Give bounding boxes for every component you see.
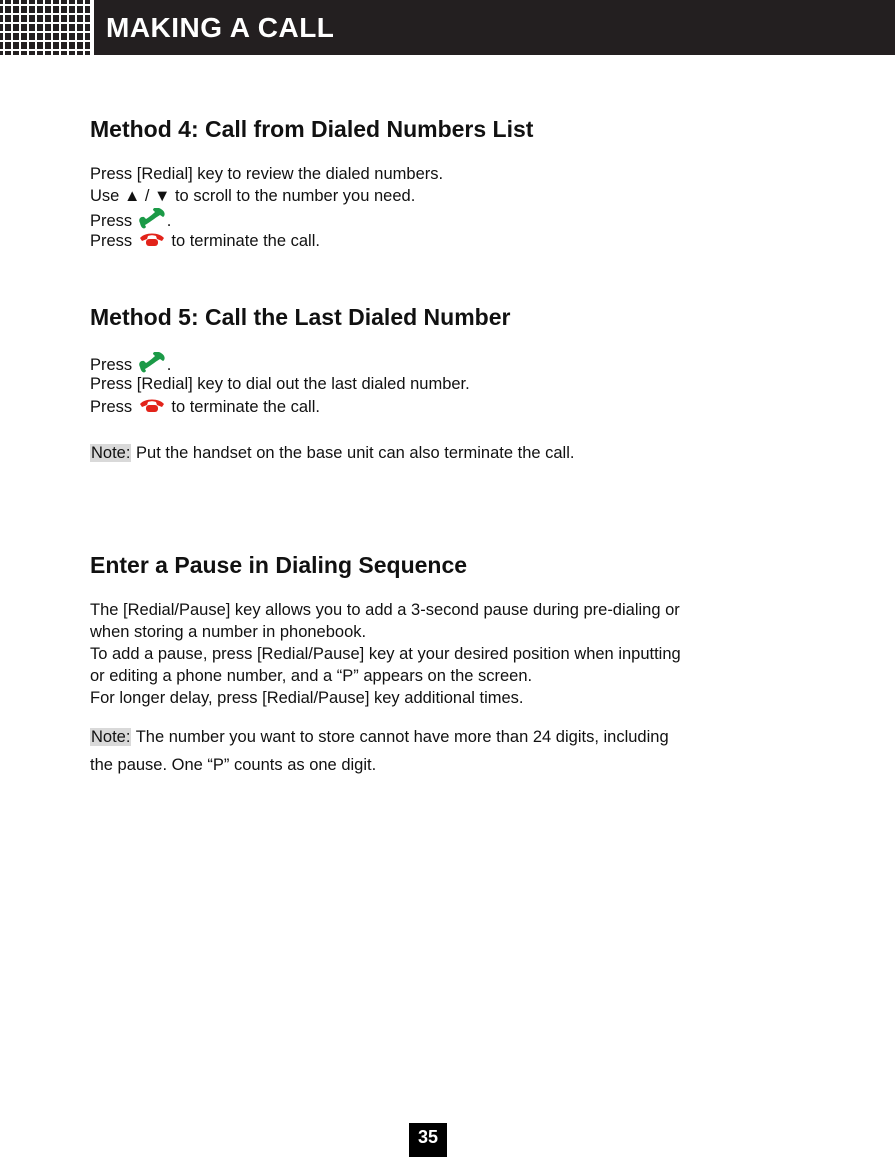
method5-step-2: Press [Redial] key to dial out the last dialed number. (90, 375, 470, 393)
method4-step-3: Press . (90, 208, 171, 235)
section-title: MAKING A CALL (106, 12, 335, 43)
method4-step-1: Press [Redial] key to review the dialed numbers. (90, 165, 444, 183)
note-label: Note: (91, 444, 131, 462)
pause-note-2: the pause. One “P” counts as one digit. (90, 756, 377, 774)
note-label: Note: (91, 728, 131, 746)
end-call-icon (137, 396, 167, 419)
method5-step-3: Press to terminate the call. (90, 396, 320, 419)
method5-note: Note: Put the handset on the base unit can also terminate the call. (91, 444, 575, 462)
arrow-up-icon: ▲ (123, 187, 141, 205)
pause-line-5: For longer delay, press [Redial/Pause] key additional times. (90, 689, 524, 707)
decorative-pattern (0, 0, 90, 55)
end-call-icon (137, 230, 167, 253)
method5-heading: Method 5: Call the Last Dialed Number (90, 304, 511, 330)
method5-step-1: Press . (90, 352, 171, 379)
arrow-down-icon: ▼ (154, 187, 171, 205)
pause-heading: Enter a Pause in Dialing Sequence (90, 552, 468, 578)
method4-step-2: Use ▲ / ▼ to scroll to the number you need. (90, 187, 416, 205)
pause-line-3: To add a pause, press [Redial/Pause] key at your desired position when inputting (90, 645, 681, 663)
method4-step-4: Press to terminate the call. (90, 230, 320, 253)
page-header (0, 0, 895, 55)
pause-line-2: when storing a number in phonebook. (90, 623, 367, 641)
pause-line-4: or editing a phone number, and a “P” appears on the screen. (90, 667, 533, 685)
page-number: 35 (409, 1123, 447, 1157)
method4-heading: Method 4: Call from Dialed Numbers List (90, 116, 534, 142)
pause-line-1: The [Redial/Pause] key allows you to add a 3-second pause during pre-dialing or (90, 601, 680, 619)
pause-note-1: Note: The number you want to store cannot have more than 24 digits, including (91, 728, 669, 746)
